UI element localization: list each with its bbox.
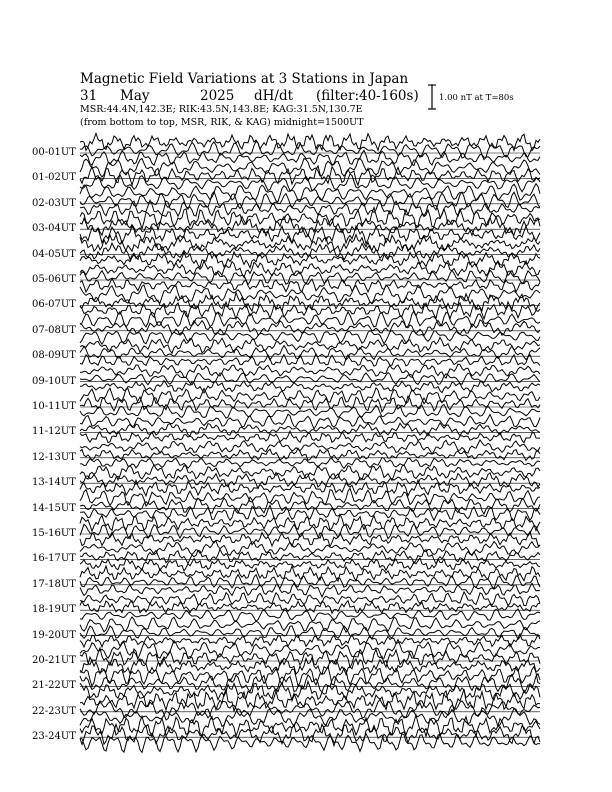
hour-label-20-21ut: 20-21UT — [32, 655, 76, 666]
trace-kag-00-01ut — [80, 133, 540, 150]
hour-label-02-03ut: 02-03UT — [32, 197, 76, 209]
trace-rik-07-08ut — [80, 320, 540, 336]
hour-label-18-19ut: 18-19UT — [32, 604, 76, 616]
trace-msr-00-01ut — [80, 150, 540, 165]
date-year: 2025 — [200, 88, 235, 104]
hour-label-23-24ut: 23-24UT — [32, 731, 76, 743]
trace-msr-07-08ut — [80, 330, 540, 344]
trace-msr-16-17ut — [80, 558, 540, 571]
hour-label-00-01ut: 00-01UT — [32, 147, 76, 158]
hour-label-16-17ut: 16-17UT — [32, 553, 76, 565]
trace-rik-03-04ut — [80, 217, 540, 236]
date-month: May — [120, 88, 150, 104]
station-coordinates: MSR:44.4N,142.3E; RIK:43.5N,143.8E; KAG:31.5N,130.7E — [80, 104, 363, 115]
trace-rik-21-22ut — [80, 674, 540, 693]
trace-msr-05-06ut — [80, 279, 540, 292]
date-day: 31 — [80, 88, 98, 104]
trace-msr-20-21ut — [80, 657, 540, 674]
hour-label-07-08ut: 07-08UT — [32, 324, 76, 336]
hour-label-22-23ut: 22-23UT — [32, 705, 76, 717]
trace-kag-03-04ut — [80, 208, 540, 230]
hour-label-08-09ut: 08-09UT — [32, 350, 76, 362]
trace-kag-19-20ut — [80, 617, 540, 632]
hour-label-13-14ut: 13-14UT — [32, 477, 76, 489]
trace-msr-23-24ut — [80, 734, 540, 753]
chart-title: Magnetic Field Variations at 3 Stations in Japan — [80, 71, 409, 87]
trace-kag-20-21ut — [80, 640, 540, 659]
hour-label-14-15ut: 14-15UT — [32, 502, 76, 514]
trace-rik-13-14ut — [80, 472, 540, 488]
trace-msr-18-19ut — [80, 609, 540, 622]
hour-label-09-10ut: 09-10UT — [32, 375, 76, 387]
hour-label-05-06ut: 05-06UT — [32, 274, 76, 285]
trace-order-note: (from bottom to top, MSR, RIK, & KAG) midnight=1500UT — [80, 117, 364, 128]
trace-kag-12-13ut — [80, 440, 540, 454]
scale-label: 1.00 nT at T=80s — [439, 93, 514, 103]
unit-label: dH/dt — [254, 88, 294, 104]
trace-kag-14-15ut — [80, 488, 540, 506]
hour-label-21-22ut: 21-22UT — [32, 680, 76, 692]
trace-rik-15-16ut — [80, 524, 540, 539]
trace-kag-18-19ut — [80, 592, 540, 606]
hour-label-03-04ut: 03-04UT — [32, 223, 76, 235]
trace-kag-01-02ut — [80, 158, 540, 177]
trace-kag-08-09ut — [80, 337, 540, 353]
trace-rik-06-07ut — [80, 293, 540, 312]
hour-label-17-18ut: 17-18UT — [32, 578, 76, 590]
hour-label-10-11ut: 10-11UT — [32, 401, 76, 412]
trace-kag-11-12ut — [80, 414, 540, 429]
hour-label-11-12ut: 11-12UT — [32, 426, 76, 438]
hour-label-15-16ut: 15-16UT — [32, 528, 76, 539]
trace-rik-04-05ut — [80, 243, 540, 260]
trace-msr-11-12ut — [80, 431, 540, 443]
hour-label-04-05ut: 04-05UT — [32, 248, 76, 260]
hour-label-19-20ut: 19-20UT — [32, 629, 76, 641]
hour-label-12-13ut: 12-13UT — [32, 451, 76, 463]
trace-msr-13-14ut — [80, 480, 540, 496]
hour-label-01-02ut: 01-02UT — [32, 172, 76, 184]
filter-label: (filter:40-160s) — [316, 88, 419, 104]
hour-label-06-07ut: 06-07UT — [32, 299, 76, 311]
